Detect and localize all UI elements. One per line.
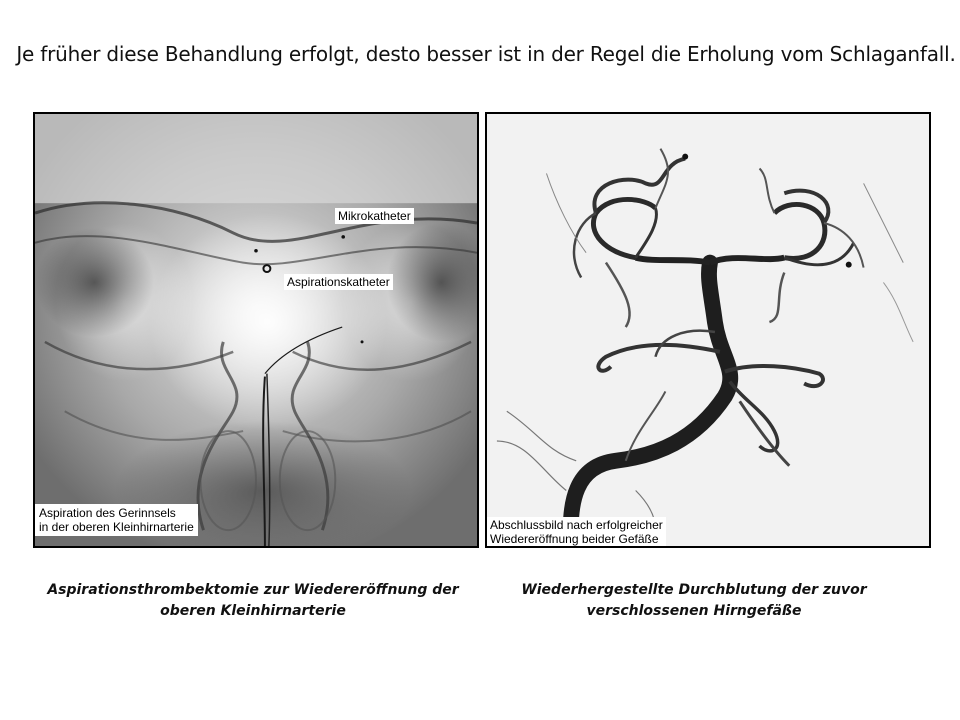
label-right-bottom-line2: Wiedereröffnung beider Gefäße: [490, 532, 659, 546]
caption-left-line1: Aspirationsthrombektomie zur Wiedereröffnung der: [47, 582, 459, 598]
label-right-bottom-line1: Abschlussbild nach erfolgreicher: [490, 518, 663, 532]
label-left-bottom-line2: in der oberen Kleinhirnarterie: [39, 520, 194, 534]
label-left-bottom: [35, 504, 198, 536]
label-left-bottom-line1: Aspiration des Gerinnsels: [39, 506, 176, 520]
caption-right-line1: Wiederhergestellte Durchblutung der zuvor: [521, 582, 867, 598]
angiogram-left-drawing: [35, 114, 477, 546]
angiogram-right-drawing: [487, 114, 929, 546]
label-aspirationskatheter: Aspirationskatheter: [284, 274, 393, 290]
caption-left-line2: oberen Kleinhirnarterie: [160, 603, 346, 619]
caption-right: [485, 580, 903, 622]
slide-title: Je früher diese Behandlung erfolgt, desto besser ist in der Regel die Erholung vom Schlaganfall.: [16, 42, 956, 66]
angiogram-left-image: [33, 112, 479, 548]
caption-right-line2: verschlossenen Hirngefäße: [586, 603, 802, 619]
label-right-bottom: [487, 517, 666, 547]
angiogram-right-image: [485, 112, 931, 548]
label-mikrokatheter: Mikrokatheter: [335, 208, 414, 224]
caption-left: [33, 580, 473, 622]
